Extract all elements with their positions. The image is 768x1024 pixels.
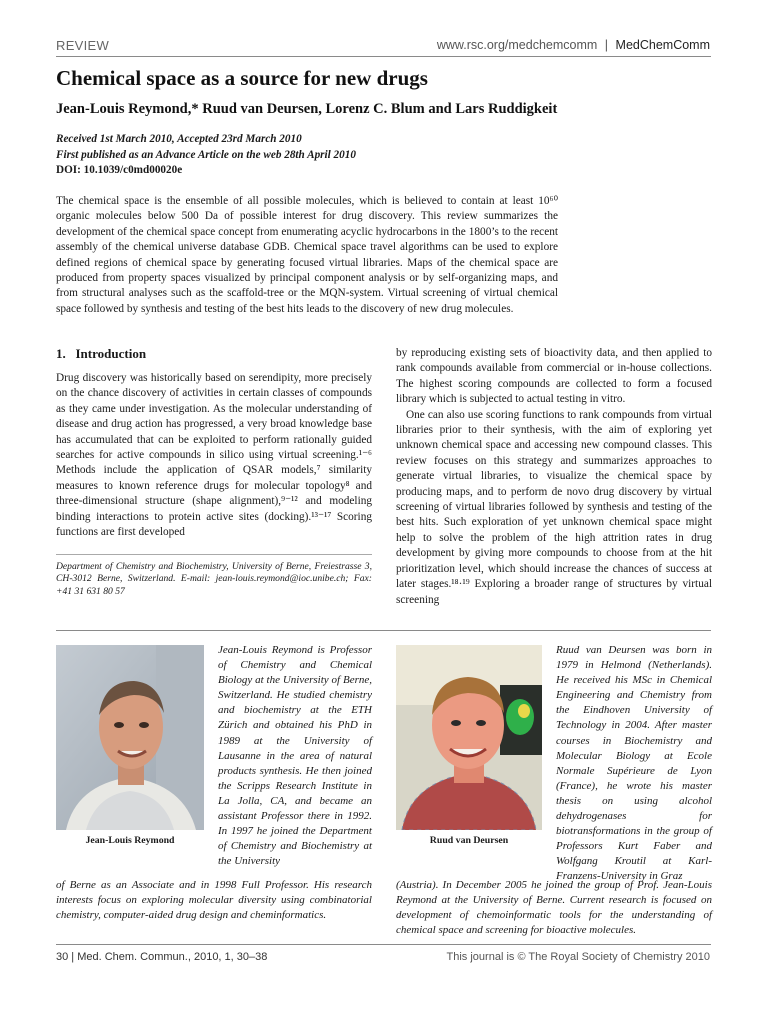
author-affiliation: Department of Chemistry and Biochemistry, University of Berne, Freiestrasse 3, CH-3012 Berne, Switzerland. E-mail: jean-louis.reymond@ioc.unibe.ch; Fax: +41 31 631 80 57 <box>56 561 372 597</box>
abstract: The chemical space is the ensemble of all possible molecules, which is believed to contain at least 10⁶⁰ organic molecules below 500 Da of possible interest for drug discovery. This review summarizes the development of the chemical space concept from enumerating acyclic hydrocarbons in the 1800’s to the recent assembly of the chemical universe database GDB. Chemical space travel algorithms can be used to explore defined regions of chemical space by generating focused virtual libraries. Maps of the chemical space are produced from property spaces visualized by principal component analysis or by self-organizing maps, and from structural analyses such as the scaffold-tree or the MQN-system. Virtual screening of virtual chemical space followed by synthesis and testing of the best hits leads to the discovery of new drug molecules. <box>56 195 558 315</box>
intro-left-column <box>56 371 372 540</box>
intro-paragraph: One can also use scoring functions to rank compounds from virtual libraries prior to their synthesis, with the aim of exploring yet unknown chemical space and accessing new compound classes. This review focuses on this strategy and summarizes approaches to generate virtual libraries, to visualize the chemical space by producing maps, and to perform de novo drug discovery by virtual screening of virtual libraries followed by synthesis and testing of the best hits. Such exploration of yet unknown chemical space might help to solve the problem of the high attrition rates in drug development by giving more compounds to choose from at the hit prioritization level, which should increase the chances of success at later stages.¹⁸·¹⁹ Exploring a broader range of structures by virtual screening <box>396 408 712 606</box>
bio-text-reymond-continued: of Berne as an Associate and in 1998 Full Professor. His research interests focus on exploring molecular diversity using combinatorial chemistry, computer-aided drug design and cheminformatics. <box>56 879 372 922</box>
intro-paragraph: Drug discovery was historically based on serendipity, more precisely on the chance discovery of activities in certain classes of compounds as they came under investigation. As the molecular understanding of disease and drug action has progressed, a very broad knowledge base has accumulated that can be exploited to perform rationally guided searches for active compounds in silico using virtual screening.¹⁻⁶ Methods include the application of QSAR models,⁷ similarity measures to known reference drugs for molecular topology⁸ and three-dimensional structure (shape alignment),⁹⁻¹² and modeling binding interactions to protein active sites (docking).¹³⁻¹⁷ Scoring functions are first developed <box>56 372 372 539</box>
journal-url[interactable]: www.rsc.org/medchemcomm <box>436 38 598 52</box>
author-photo-van-deursen <box>396 645 542 830</box>
published-date: First published as an Advance Article on the web 28th April 2010 <box>56 148 356 161</box>
header-separator: | <box>604 38 609 52</box>
bio-text-reymond: Jean-Louis Reymond is Professor of Chemistry and Chemical Biology at the University of Berne, Switzerland. He studied chemistry and biochemistry at the ETH Zürich and obtained his PhD in 1989 at the University of Lausanne in the area of natural products synthesis. He then joined the Scripps Research Institute in La Jolla, CA, and became an assistant Professor there in 1992. In 1997 he joined the Department of Chemistry and Biochemistry at the University <box>218 644 372 868</box>
doi[interactable]: DOI: 10.1039/c0md00020e <box>56 164 183 176</box>
intro-paragraph: by reproducing existing sets of bioactivity data, and then applied to rank compounds available from commercial or in-house collections. The highest scoring compounds are collected to form a focused library which is subjected to actual testing in vitro. <box>396 347 712 406</box>
article-meta <box>56 132 356 179</box>
received-date: Received 1st March 2010, Accepted 23rd March 2010 <box>56 133 302 145</box>
author-photo-reymond <box>56 645 204 830</box>
section-heading-introduction: 1. Introduction <box>56 346 147 361</box>
affiliation-rule <box>56 554 372 555</box>
bio-text-van-deursen: Ruud van Deursen was born in 1979 in Helmond (Netherlands). He received his MSc in Chemical Engineering and Chemistry from the Eindhoven University of Technology in 2004. After master courses in Biochemistry and Molecular Biology at Ecole Normale Supérieure de Lyon (France), he wrote his master thesis on using alcohol dehydrogenases for biotransformations in the group of Professors Kurt Faber and Wolfgang Kroutil at Karl-Franzens-University in Graz <box>556 644 712 883</box>
article-title: Chemical space as a source for new drugs <box>56 66 428 90</box>
photo-caption: Jean-Louis Reymond <box>85 835 175 846</box>
header-rule <box>56 56 711 57</box>
journal-header <box>437 38 710 52</box>
bio-text-van-deursen-continued: (Austria). In December 2005 he joined the group of Prof. Jean-Louis Reymond at the University of Berne. Current research is focused on development of chemoinformatic tools for the understanding of chemical space and screening for bioactive molecules. <box>396 879 712 937</box>
journal-name: MedChemComm <box>615 38 710 52</box>
photo-caption: Ruud van Deursen <box>429 835 509 846</box>
section-label: REVIEW <box>56 38 110 53</box>
footer-copyright: This journal is © The Royal Society of Chemistry 2010 <box>446 951 710 963</box>
intro-right-column <box>396 346 712 608</box>
footer-citation: 30 | Med. Chem. Commun., 2010, 1, 30–38 <box>56 951 268 963</box>
footer-rule <box>56 944 711 945</box>
article-authors: Jean-Louis Reymond,* Ruud van Deursen, Lorenz C. Blum and Lars Ruddigkeit <box>56 101 558 117</box>
bio-section-rule <box>56 630 711 631</box>
